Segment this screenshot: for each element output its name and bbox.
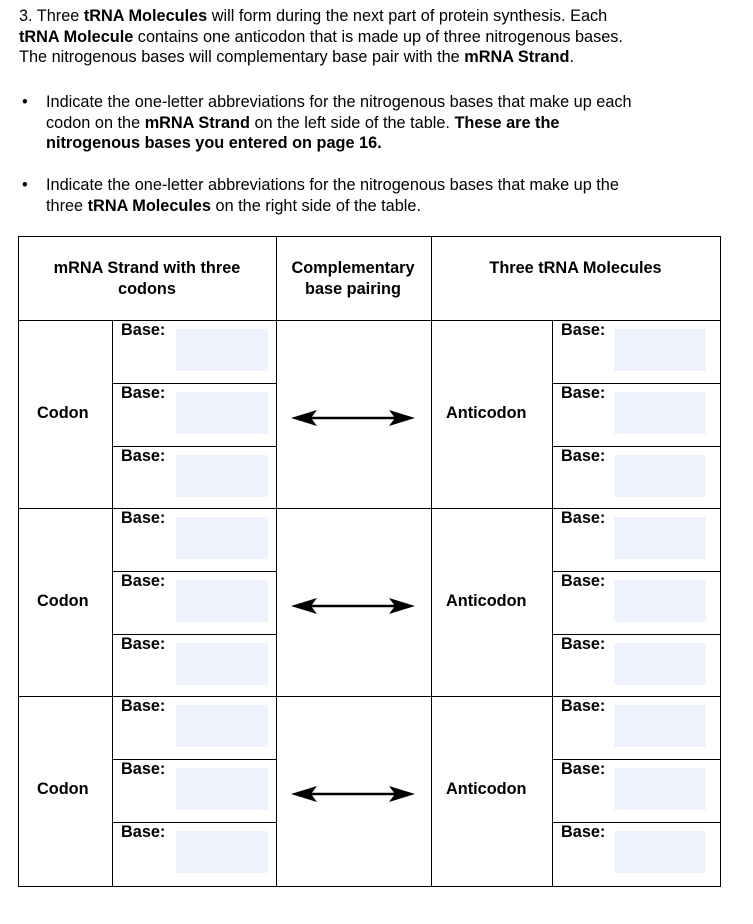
bullet-1-line-3: nitrogenous bases you entered on page 16. [46,134,382,152]
codon-label: Codon [37,780,89,798]
table-column-divider [431,236,432,886]
anticodon-base-label: Base: [561,760,606,778]
anticodon-base-label: Base: [561,572,606,590]
anticodon-base-input[interactable] [614,329,706,371]
table-border-left [18,236,19,886]
bullet-1-line-1: Indicate the one-letter abbreviations for the nitrogenous bases that make up each [46,93,632,111]
bullet-2-line-2: three tRNA Molecules on the right side of the table. [46,196,421,215]
instructions-line-2: tRNA Molecule contains one anticodon that is made up of three nitrogenous bases. [19,27,623,46]
anticodon-base-input[interactable] [614,392,706,434]
anticodon-base-input[interactable] [614,580,706,622]
anticodon-label: Anticodon [446,592,527,610]
codon-base-input[interactable] [176,517,268,559]
codon-base-label: Base: [121,447,166,465]
anticodon-base-input[interactable] [614,643,706,685]
anticodon-base-input[interactable] [614,768,706,810]
codon-base-input[interactable] [176,831,268,873]
double-arrow-icon [291,596,415,616]
table-border-bottom [18,886,721,887]
anticodon-label: Anticodon [446,780,527,798]
anticodon-base-label: Base: [561,635,606,653]
codon-base-label: Base: [121,321,166,339]
double-arrow-icon [291,408,415,428]
codon-base-input[interactable] [176,705,268,747]
anticodon-base-label: Base: [561,823,606,841]
table-border-top [18,236,721,237]
codon-base-label: Base: [121,635,166,653]
codon-base-input[interactable] [176,329,268,371]
anticodon-base-input[interactable] [614,455,706,497]
anticodon-label: Anticodon [446,404,527,422]
table-border-right [720,236,721,887]
codon-base-input[interactable] [176,392,268,434]
codon-base-label: Base: [121,823,166,841]
anticodon-base-label: Base: [561,321,606,339]
anticodon-base-label: Base: [561,447,606,465]
codon-base-label: Base: [121,760,166,778]
codon-base-input[interactable] [176,643,268,685]
codon-base-label: Base: [121,509,166,527]
codon-base-input[interactable] [176,455,268,497]
codon-base-input[interactable] [176,768,268,810]
anticodon-base-input[interactable] [614,705,706,747]
table-column-divider [276,236,277,886]
instructions-line-3: The nitrogenous bases will complementary base pair with the mRNA Strand. [19,48,575,66]
bullet-icon: • [22,93,28,111]
anticodon-base-input[interactable] [614,831,706,873]
table-column-divider [112,320,113,886]
header-mrna-strand: mRNA Strand with three codons [53,259,241,298]
codon-base-label: Base: [121,697,166,715]
double-arrow-icon [291,784,415,804]
instructions-line-1: 3. Three tRNA Molecules will form during the next part of protein synthesis. Each [19,7,608,25]
table-column-divider [552,320,553,886]
codon-label: Codon [37,592,89,610]
bullet-1-line-2: codon on the mRNA Strand on the left side of the table. These are the [46,113,560,132]
codon-label: Codon [37,404,89,422]
bullet-2-line-1: Indicate the one-letter abbreviations for the nitrogenous bases that make up the [46,176,619,194]
header-trna-molecules: Three tRNA Molecules [489,259,662,277]
anticodon-base-label: Base: [561,509,606,527]
anticodon-base-input[interactable] [614,517,706,559]
header-complementary-base-pairing: Complementary base pairing [291,259,415,298]
codon-base-label: Base: [121,572,166,590]
anticodon-base-label: Base: [561,384,606,402]
codon-base-label: Base: [121,384,166,402]
codon-base-input[interactable] [176,580,268,622]
bullet-icon: • [22,176,28,194]
anticodon-base-label: Base: [561,697,606,715]
